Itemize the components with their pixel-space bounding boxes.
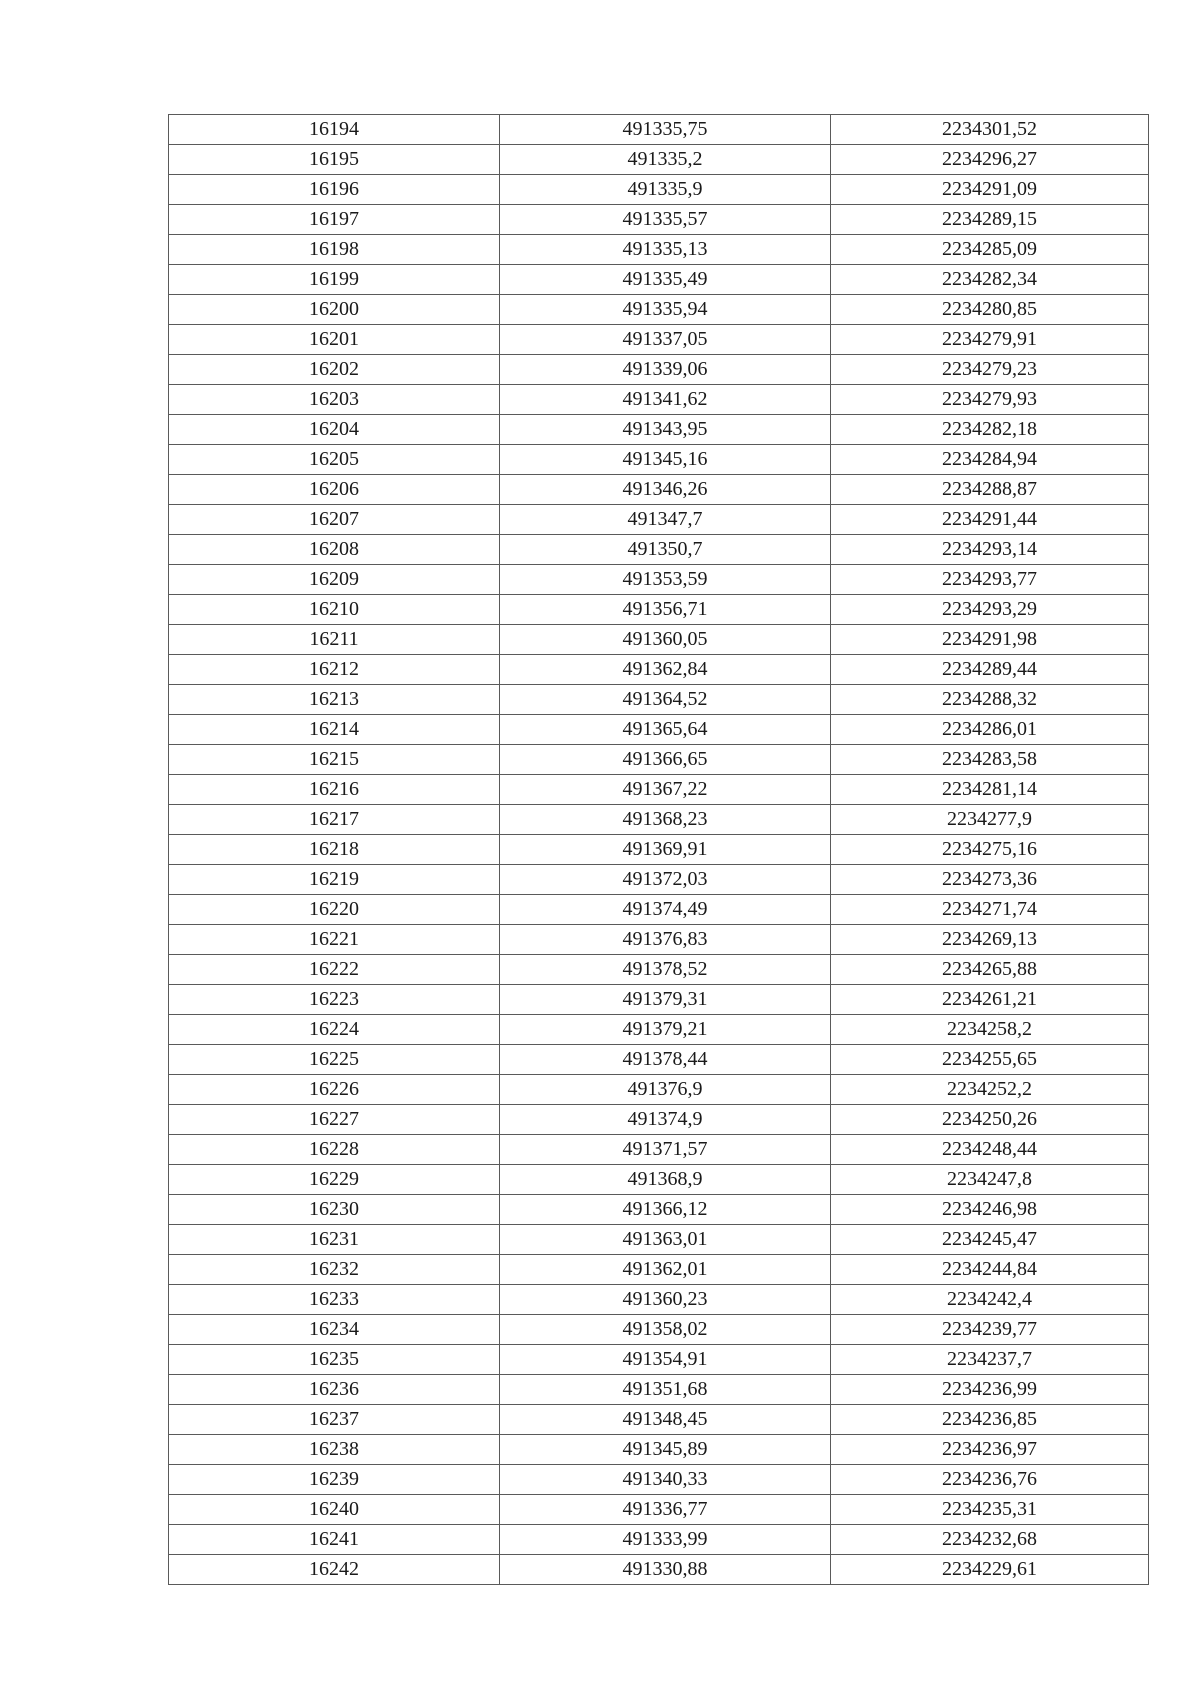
x-coordinate-cell: 491346,26 (500, 475, 831, 505)
y-coordinate-cell: 2234244,84 (831, 1255, 1149, 1285)
y-coordinate-cell: 2234288,87 (831, 475, 1149, 505)
x-coordinate-cell: 491336,77 (500, 1495, 831, 1525)
y-coordinate-cell: 2234236,76 (831, 1465, 1149, 1495)
point-number-cell: 16241 (169, 1525, 500, 1555)
x-coordinate-cell: 491372,03 (500, 865, 831, 895)
table-row (169, 1075, 1149, 1105)
y-coordinate-cell: 2234293,77 (831, 565, 1149, 595)
table-row (169, 415, 1149, 445)
x-coordinate-cell: 491366,65 (500, 745, 831, 775)
x-coordinate-cell: 491364,52 (500, 685, 831, 715)
table-row (169, 205, 1149, 235)
table-row (169, 715, 1149, 745)
point-number-cell: 16238 (169, 1435, 500, 1465)
x-coordinate-cell: 491374,9 (500, 1105, 831, 1135)
point-number-cell: 16202 (169, 355, 500, 385)
x-coordinate-cell: 491335,13 (500, 235, 831, 265)
point-number-cell: 16223 (169, 985, 500, 1015)
x-coordinate-cell: 491362,01 (500, 1255, 831, 1285)
point-number-cell: 16195 (169, 145, 500, 175)
x-coordinate-cell: 491335,94 (500, 295, 831, 325)
y-coordinate-cell: 2234248,44 (831, 1135, 1149, 1165)
table-row (169, 805, 1149, 835)
point-number-cell: 16215 (169, 745, 500, 775)
y-coordinate-cell: 2234293,14 (831, 535, 1149, 565)
point-number-cell: 16218 (169, 835, 500, 865)
x-coordinate-cell: 491376,9 (500, 1075, 831, 1105)
point-number-cell: 16229 (169, 1165, 500, 1195)
y-coordinate-cell: 2234283,58 (831, 745, 1149, 775)
table-row (169, 265, 1149, 295)
y-coordinate-cell: 2234280,85 (831, 295, 1149, 325)
table-row (169, 1555, 1149, 1585)
x-coordinate-cell: 491378,52 (500, 955, 831, 985)
y-coordinate-cell: 2234289,15 (831, 205, 1149, 235)
point-number-cell: 16203 (169, 385, 500, 415)
table-row (169, 925, 1149, 955)
x-coordinate-cell: 491362,84 (500, 655, 831, 685)
y-coordinate-cell: 2234291,44 (831, 505, 1149, 535)
table-row (169, 655, 1149, 685)
x-coordinate-cell: 491330,88 (500, 1555, 831, 1585)
x-coordinate-cell: 491350,7 (500, 535, 831, 565)
y-coordinate-cell: 2234265,88 (831, 955, 1149, 985)
point-number-cell: 16212 (169, 655, 500, 685)
table-row (169, 1105, 1149, 1135)
table-row (169, 955, 1149, 985)
table-row (169, 745, 1149, 775)
point-number-cell: 16234 (169, 1315, 500, 1345)
point-number-cell: 16197 (169, 205, 500, 235)
table-row (169, 535, 1149, 565)
point-number-cell: 16225 (169, 1045, 500, 1075)
x-coordinate-cell: 491379,31 (500, 985, 831, 1015)
x-coordinate-cell: 491353,59 (500, 565, 831, 595)
table-row (169, 325, 1149, 355)
table-row (169, 1255, 1149, 1285)
x-coordinate-cell: 491378,44 (500, 1045, 831, 1075)
y-coordinate-cell: 2234273,36 (831, 865, 1149, 895)
table-row (169, 1165, 1149, 1195)
x-coordinate-cell: 491335,2 (500, 145, 831, 175)
point-number-cell: 16235 (169, 1345, 500, 1375)
table-row (169, 595, 1149, 625)
x-coordinate-cell: 491368,9 (500, 1165, 831, 1195)
y-coordinate-cell: 2234239,77 (831, 1315, 1149, 1345)
point-number-cell: 16201 (169, 325, 500, 355)
x-coordinate-cell: 491343,95 (500, 415, 831, 445)
table-row (169, 985, 1149, 1015)
point-number-cell: 16207 (169, 505, 500, 535)
x-coordinate-cell: 491333,99 (500, 1525, 831, 1555)
point-number-cell: 16242 (169, 1555, 500, 1585)
table-row (169, 1375, 1149, 1405)
x-coordinate-cell: 491367,22 (500, 775, 831, 805)
table-row (169, 1135, 1149, 1165)
y-coordinate-cell: 2234269,13 (831, 925, 1149, 955)
point-number-cell: 16210 (169, 595, 500, 625)
y-coordinate-cell: 2234250,26 (831, 1105, 1149, 1135)
point-number-cell: 16214 (169, 715, 500, 745)
point-number-cell: 16221 (169, 925, 500, 955)
y-coordinate-cell: 2234261,21 (831, 985, 1149, 1015)
y-coordinate-cell: 2234281,14 (831, 775, 1149, 805)
y-coordinate-cell: 2234236,85 (831, 1405, 1149, 1435)
y-coordinate-cell: 2234258,2 (831, 1015, 1149, 1045)
x-coordinate-cell: 491335,9 (500, 175, 831, 205)
x-coordinate-cell: 491351,68 (500, 1375, 831, 1405)
y-coordinate-cell: 2234236,97 (831, 1435, 1149, 1465)
point-number-cell: 16219 (169, 865, 500, 895)
table-row (169, 1195, 1149, 1225)
table-row (169, 115, 1149, 145)
point-number-cell: 16224 (169, 1015, 500, 1045)
point-number-cell: 16228 (169, 1135, 500, 1165)
y-coordinate-cell: 2234279,93 (831, 385, 1149, 415)
point-number-cell: 16211 (169, 625, 500, 655)
table-row (169, 1435, 1149, 1465)
table-row (169, 565, 1149, 595)
table-row (169, 1315, 1149, 1345)
point-number-cell: 16236 (169, 1375, 500, 1405)
point-number-cell: 16222 (169, 955, 500, 985)
x-coordinate-cell: 491379,21 (500, 1015, 831, 1045)
y-coordinate-cell: 2234284,94 (831, 445, 1149, 475)
x-coordinate-cell: 491335,57 (500, 205, 831, 235)
x-coordinate-cell: 491335,75 (500, 115, 831, 145)
y-coordinate-cell: 2234291,09 (831, 175, 1149, 205)
point-number-cell: 16204 (169, 415, 500, 445)
x-coordinate-cell: 491363,01 (500, 1225, 831, 1255)
x-coordinate-cell: 491368,23 (500, 805, 831, 835)
y-coordinate-cell: 2234289,44 (831, 655, 1149, 685)
y-coordinate-cell: 2234247,8 (831, 1165, 1149, 1195)
x-coordinate-cell: 491341,62 (500, 385, 831, 415)
table-row (169, 895, 1149, 925)
table-row (169, 775, 1149, 805)
point-number-cell: 16232 (169, 1255, 500, 1285)
table-row (169, 685, 1149, 715)
point-number-cell: 16217 (169, 805, 500, 835)
y-coordinate-cell: 2234237,7 (831, 1345, 1149, 1375)
x-coordinate-cell: 491354,91 (500, 1345, 831, 1375)
x-coordinate-cell: 491366,12 (500, 1195, 831, 1225)
y-coordinate-cell: 2234293,29 (831, 595, 1149, 625)
point-number-cell: 16194 (169, 115, 500, 145)
x-coordinate-cell: 491356,71 (500, 595, 831, 625)
x-coordinate-cell: 491345,16 (500, 445, 831, 475)
x-coordinate-cell: 491374,49 (500, 895, 831, 925)
table-row (169, 175, 1149, 205)
table-row (169, 295, 1149, 325)
y-coordinate-cell: 2234242,4 (831, 1285, 1149, 1315)
y-coordinate-cell: 2234277,9 (831, 805, 1149, 835)
x-coordinate-cell: 491369,91 (500, 835, 831, 865)
y-coordinate-cell: 2234236,99 (831, 1375, 1149, 1405)
y-coordinate-cell: 2234246,98 (831, 1195, 1149, 1225)
x-coordinate-cell: 491339,06 (500, 355, 831, 385)
point-number-cell: 16227 (169, 1105, 500, 1135)
table-row (169, 1495, 1149, 1525)
point-number-cell: 16230 (169, 1195, 500, 1225)
y-coordinate-cell: 2234229,61 (831, 1555, 1149, 1585)
point-number-cell: 16200 (169, 295, 500, 325)
x-coordinate-cell: 491347,7 (500, 505, 831, 535)
table-row (169, 1225, 1149, 1255)
y-coordinate-cell: 2234279,91 (831, 325, 1149, 355)
table-row (169, 505, 1149, 535)
table-row (169, 1345, 1149, 1375)
point-number-cell: 16205 (169, 445, 500, 475)
table-row (169, 865, 1149, 895)
point-number-cell: 16216 (169, 775, 500, 805)
point-number-cell: 16220 (169, 895, 500, 925)
table-row (169, 1285, 1149, 1315)
y-coordinate-cell: 2234252,2 (831, 1075, 1149, 1105)
table-row (169, 385, 1149, 415)
y-coordinate-cell: 2234286,01 (831, 715, 1149, 745)
point-number-cell: 16199 (169, 265, 500, 295)
table-row (169, 1465, 1149, 1495)
y-coordinate-cell: 2234291,98 (831, 625, 1149, 655)
x-coordinate-cell: 491337,05 (500, 325, 831, 355)
table-row (169, 145, 1149, 175)
table-row (169, 1405, 1149, 1435)
x-coordinate-cell: 491371,57 (500, 1135, 831, 1165)
x-coordinate-cell: 491348,45 (500, 1405, 831, 1435)
table-row (169, 1045, 1149, 1075)
table-row (169, 475, 1149, 505)
point-number-cell: 16233 (169, 1285, 500, 1315)
table-row (169, 445, 1149, 475)
y-coordinate-cell: 2234301,52 (831, 115, 1149, 145)
x-coordinate-cell: 491340,33 (500, 1465, 831, 1495)
point-number-cell: 16231 (169, 1225, 500, 1255)
y-coordinate-cell: 2234285,09 (831, 235, 1149, 265)
y-coordinate-cell: 2234271,74 (831, 895, 1149, 925)
x-coordinate-cell: 491376,83 (500, 925, 831, 955)
y-coordinate-cell: 2234235,31 (831, 1495, 1149, 1525)
x-coordinate-cell: 491360,05 (500, 625, 831, 655)
y-coordinate-cell: 2234288,32 (831, 685, 1149, 715)
point-number-cell: 16240 (169, 1495, 500, 1525)
point-number-cell: 16208 (169, 535, 500, 565)
table-row (169, 235, 1149, 265)
table-row (169, 625, 1149, 655)
x-coordinate-cell: 491365,64 (500, 715, 831, 745)
y-coordinate-cell: 2234282,18 (831, 415, 1149, 445)
x-coordinate-cell: 491360,23 (500, 1285, 831, 1315)
point-number-cell: 16213 (169, 685, 500, 715)
x-coordinate-cell: 491345,89 (500, 1435, 831, 1465)
coordinates-table (168, 114, 1149, 1585)
y-coordinate-cell: 2234279,23 (831, 355, 1149, 385)
y-coordinate-cell: 2234255,65 (831, 1045, 1149, 1075)
y-coordinate-cell: 2234296,27 (831, 145, 1149, 175)
table-row (169, 835, 1149, 865)
point-number-cell: 16237 (169, 1405, 500, 1435)
y-coordinate-cell: 2234232,68 (831, 1525, 1149, 1555)
x-coordinate-cell: 491335,49 (500, 265, 831, 295)
y-coordinate-cell: 2234282,34 (831, 265, 1149, 295)
point-number-cell: 16226 (169, 1075, 500, 1105)
y-coordinate-cell: 2234275,16 (831, 835, 1149, 865)
table-row (169, 1525, 1149, 1555)
x-coordinate-cell: 491358,02 (500, 1315, 831, 1345)
point-number-cell: 16198 (169, 235, 500, 265)
point-number-cell: 16209 (169, 565, 500, 595)
point-number-cell: 16239 (169, 1465, 500, 1495)
point-number-cell: 16196 (169, 175, 500, 205)
coordinates-table-body (169, 115, 1149, 1585)
y-coordinate-cell: 2234245,47 (831, 1225, 1149, 1255)
point-number-cell: 16206 (169, 475, 500, 505)
table-row (169, 1015, 1149, 1045)
table-row (169, 355, 1149, 385)
